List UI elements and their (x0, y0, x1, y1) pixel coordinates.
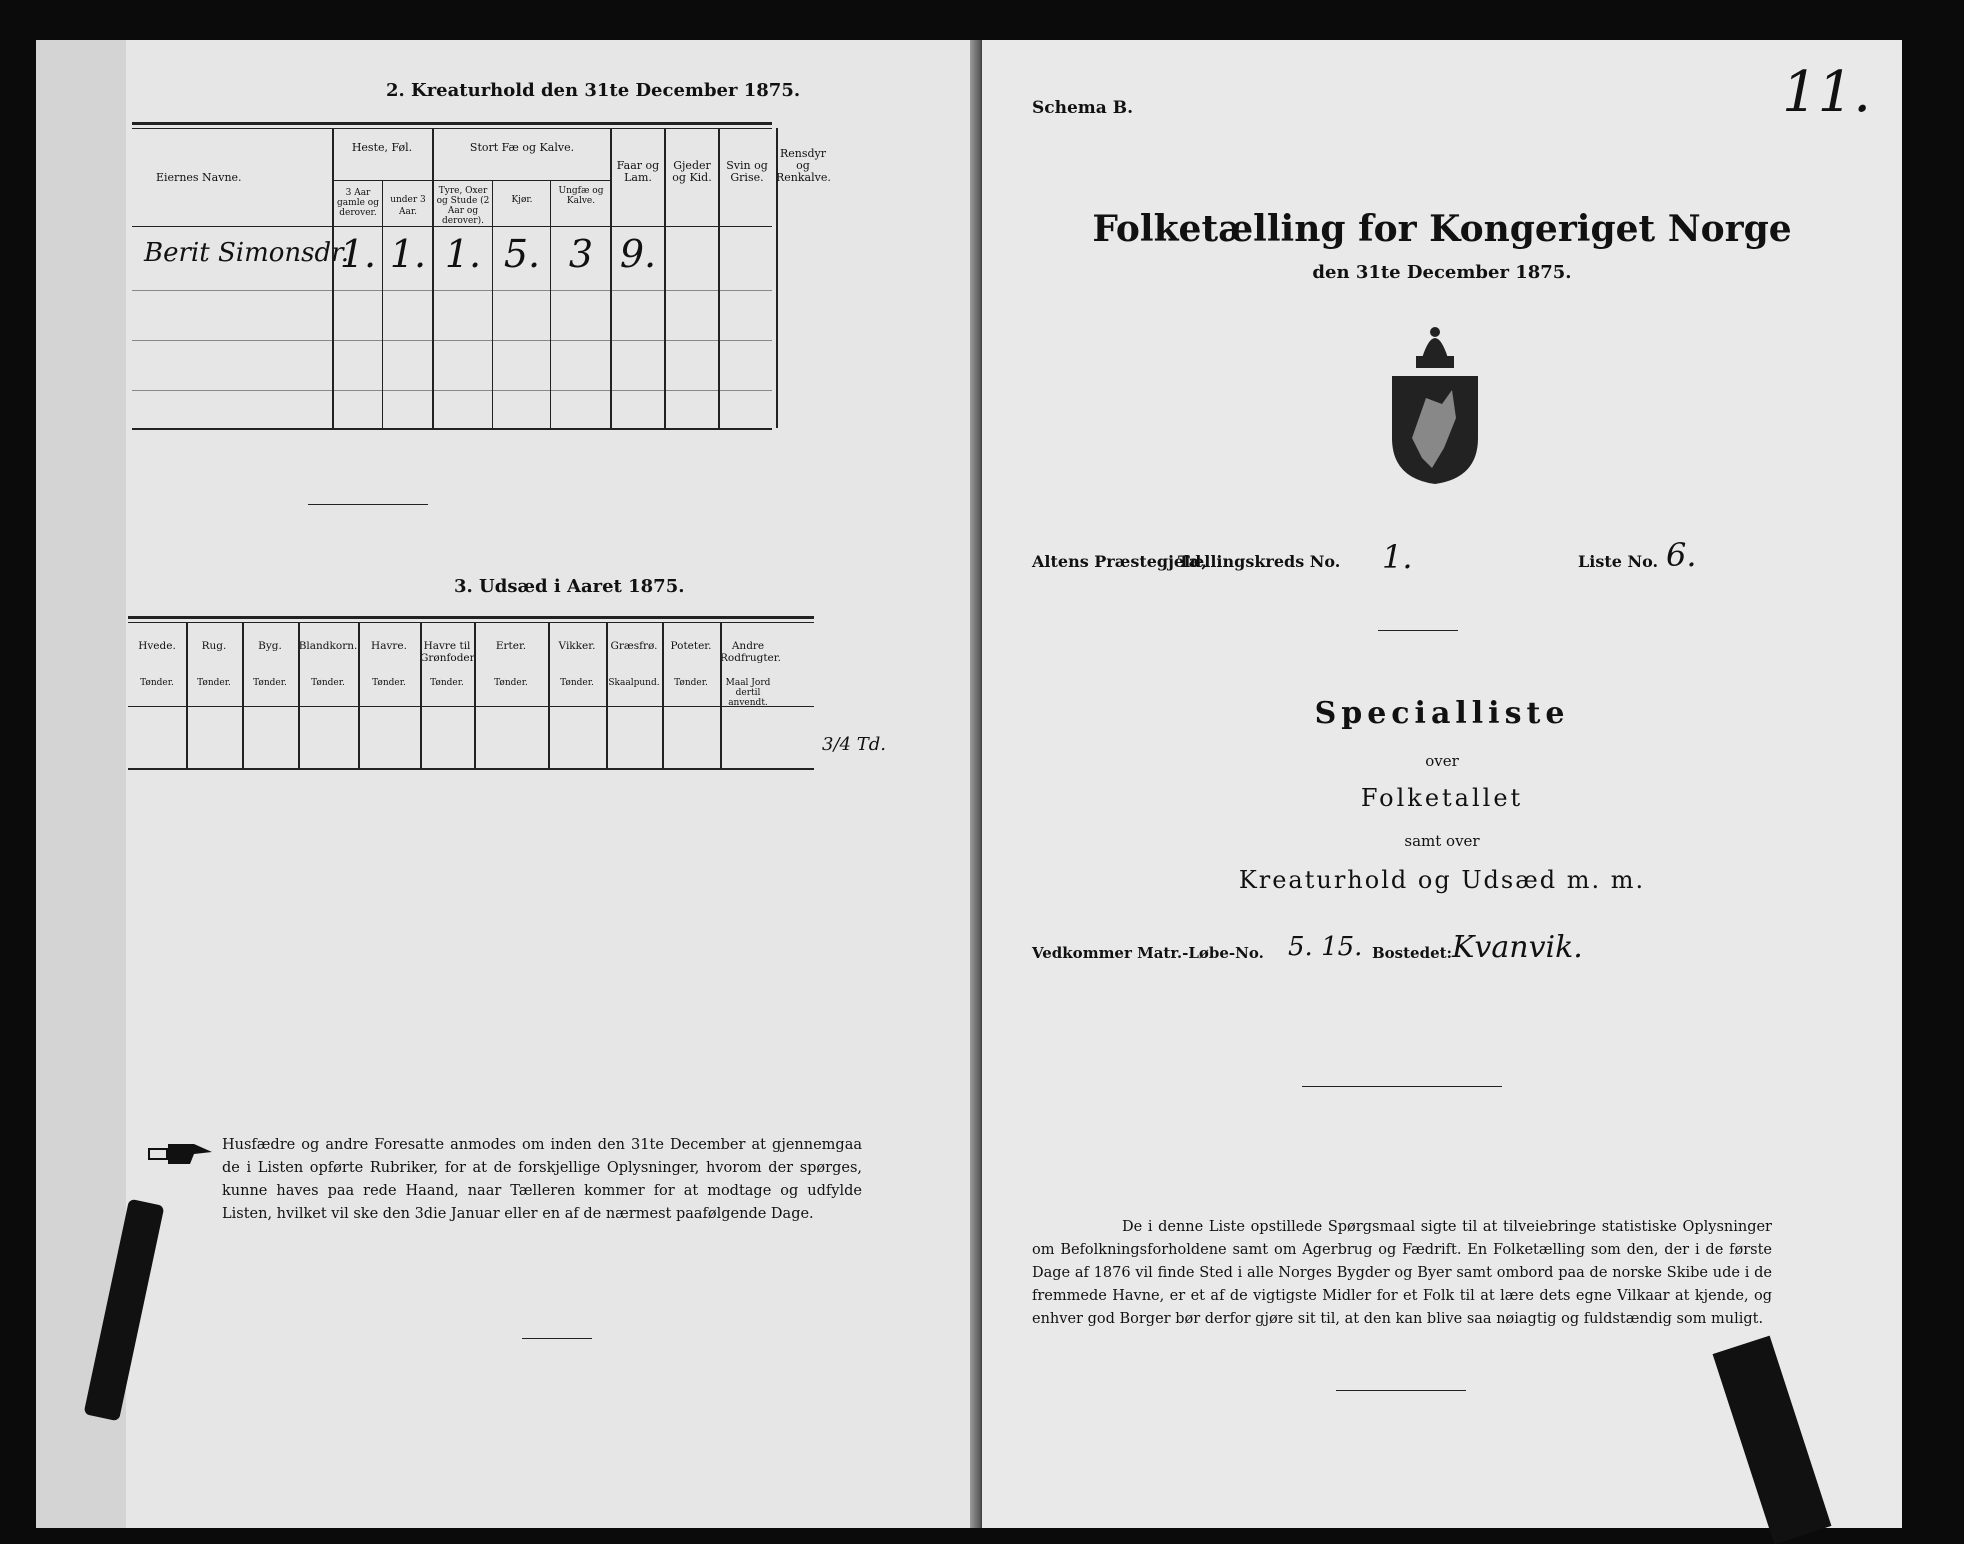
info-paragraph: De i denne Liste opstillede Spørgsmaal sigte til at tilveiebringe statistiske Oplysninger om Befolkningsforholdene samt om Agerbrug og Fædrift. En Folketælling som den, der i de første Dage af 1876 vil finde Sted i alle Norges Bygder og Byer samt ombord paa de norske Skibe ude i de fremmede Havne, er et af de vigtigste Midler for et Folk til at lære dets egne Vilkaar at kjende, og enhver god Borger bør derfor gjøre sit til, at den kan blive saa nøiagtig og fuldstændig som muligt. (1032, 1219, 1772, 1327)
bosted-value: Kvanvik. (1452, 930, 1583, 965)
col-rule (720, 622, 722, 768)
stortfae-sub3: Ungfæ og Kalve. (558, 186, 604, 206)
crop-header: Erter. (495, 640, 527, 652)
bosted-label: Bostedet: (1372, 944, 1453, 962)
owner-name: Berit Simonsdr. (144, 238, 349, 268)
page-tab (1713, 1336, 1832, 1544)
tyre-value: 1. (444, 232, 482, 276)
table2-top-rule-2 (132, 128, 772, 129)
crop-unit: Tønder. (674, 678, 708, 688)
table2-row-rule (132, 340, 772, 341)
page-number: 11. (1782, 60, 1872, 125)
heste-old-value: 1. (339, 232, 377, 276)
gjeder-header: Gjeder og Kid. (672, 159, 712, 184)
crop-unit: Tønder. (430, 678, 464, 688)
table2-bottom-rule (132, 428, 772, 430)
subheader-rule (332, 180, 610, 181)
crop-header: Græsfrø. (610, 640, 658, 652)
svin-header: Svin og Grise. (726, 159, 768, 184)
table3-header-rule (128, 706, 814, 707)
crop-unit: Tønder. (197, 678, 231, 688)
separator (1378, 630, 1458, 631)
separator (522, 1338, 592, 1339)
heste-header: Heste, Føl. (351, 141, 413, 154)
crop-header: Blandkorn. (298, 640, 358, 652)
crop-unit: Tønder. (372, 678, 406, 688)
separator (1302, 1086, 1502, 1087)
crop-unit: Tønder. (311, 678, 345, 688)
col-rule (358, 622, 360, 768)
liste-value: 6. (1666, 536, 1697, 574)
kjor-value: 5. (503, 232, 541, 276)
col-rule (474, 622, 476, 768)
crop-unit: Tønder. (494, 678, 528, 688)
crop-unit: Tønder. (140, 678, 174, 688)
crop-unit: Tønder. (253, 678, 287, 688)
faar-header: Faar og Lam. (616, 159, 660, 184)
table2-row-rule (132, 290, 772, 291)
main-title: Folketælling for Kongeriget Norge (1092, 208, 1792, 250)
crop-unit: Skaalpund. (608, 678, 660, 688)
stortfae-header: Stort Fæ og Kalve. (469, 141, 575, 154)
crop-header: Hvede. (138, 640, 176, 652)
heste-sub2: under 3 Aar. (390, 195, 426, 217)
crop-header: Andre Rodfrugter. (720, 640, 781, 664)
ungfae-value: 3 (568, 232, 594, 276)
stortfae-sub1: Tyre, Oxer og Stude (2 Aar og derover). (436, 186, 490, 226)
heste-young-value: 1. (389, 232, 427, 276)
col-rule (186, 622, 188, 768)
over-label: over (1425, 752, 1459, 770)
heste-sub1: 3 Aar gamle og derover. (337, 188, 379, 218)
section3-title: 3. Udsæd i Aaret 1875. (454, 576, 685, 597)
table2-header-rule (132, 226, 772, 227)
schema-label: Schema B. (1032, 98, 1134, 118)
pointing-hand-icon (146, 1140, 216, 1170)
col-rule (606, 622, 608, 768)
matr-label: Vedkommer Matr.-Løbe-No. (1032, 944, 1264, 962)
crop-unit: Maal Jord dertil anvendt. (725, 678, 771, 708)
prestegjeld-label: Altens Præstegjeld, (1032, 552, 1207, 571)
crop-header: Rug. (201, 640, 227, 652)
right-page (982, 40, 1902, 1528)
kreds-value: 1. (1382, 538, 1413, 576)
crop-header: Byg. (258, 640, 282, 652)
specialliste-title: Specialliste (1314, 696, 1570, 731)
liste-label: Liste No. (1578, 552, 1659, 571)
samt-over-label: samt over (1404, 832, 1480, 850)
kreds-label: Tællingskreds No. (1178, 552, 1341, 571)
eier-header: Eiernes Navne. (156, 171, 242, 184)
section2-title: 2. Kreaturhold den 31te December 1875. (386, 80, 801, 101)
crop-header: Havre til Grønfoder. (420, 640, 477, 664)
col-rule (242, 622, 244, 768)
separator (1336, 1390, 1466, 1391)
kreaturhold-label: Kreaturhold og Udsæd m. m. (1238, 866, 1646, 894)
notice-text: Husfædre og andre Foresatte anmodes om inden den 31te December at gjennemgaa de i Listen opførte Rubriker, for at de forskjellige Oplysninger, hvorom der spørges, kunne haves paa rede Haand, naar Tælleren kommer for at modtage og udfylde Listen, hvilket vil ske den 3die Januar eller en af de nærmest paafølgende Dage. (222, 1137, 862, 1222)
crop-header: Poteter. (670, 640, 712, 652)
separator (308, 504, 428, 505)
crop-header: Havre. (371, 640, 407, 652)
matr-value: 5. 15. (1288, 932, 1363, 962)
col-rule (432, 128, 434, 428)
folketallet-label: Folketallet (1360, 784, 1524, 812)
col-rule (332, 128, 334, 428)
table2-row-rule (132, 390, 772, 391)
table3-top-rule-2 (128, 622, 814, 623)
col-rule (420, 622, 422, 768)
table2-top-rule (132, 122, 772, 125)
left-page (36, 40, 978, 1528)
census-date: den 31te December 1875. (1312, 262, 1572, 283)
table3-bottom-rule (128, 768, 814, 770)
coat-of-arms-icon (1382, 318, 1488, 486)
crop-unit: Tønder. (560, 678, 594, 688)
col-rule (492, 180, 493, 428)
col-rule (550, 180, 551, 428)
stortfae-sub2: Kjør. (511, 195, 533, 205)
col-rule (662, 622, 664, 768)
faar-value: 9. (619, 232, 657, 276)
col-rule (382, 180, 383, 428)
crop-header: Vikker. (558, 640, 596, 652)
poteter-value: 3/4 Td. (822, 734, 886, 755)
table3-top-rule (128, 616, 814, 619)
rensdyr-header: Rensdyr og Renkalve. (776, 147, 831, 184)
col-rule (548, 622, 550, 768)
col-rule (298, 622, 300, 768)
